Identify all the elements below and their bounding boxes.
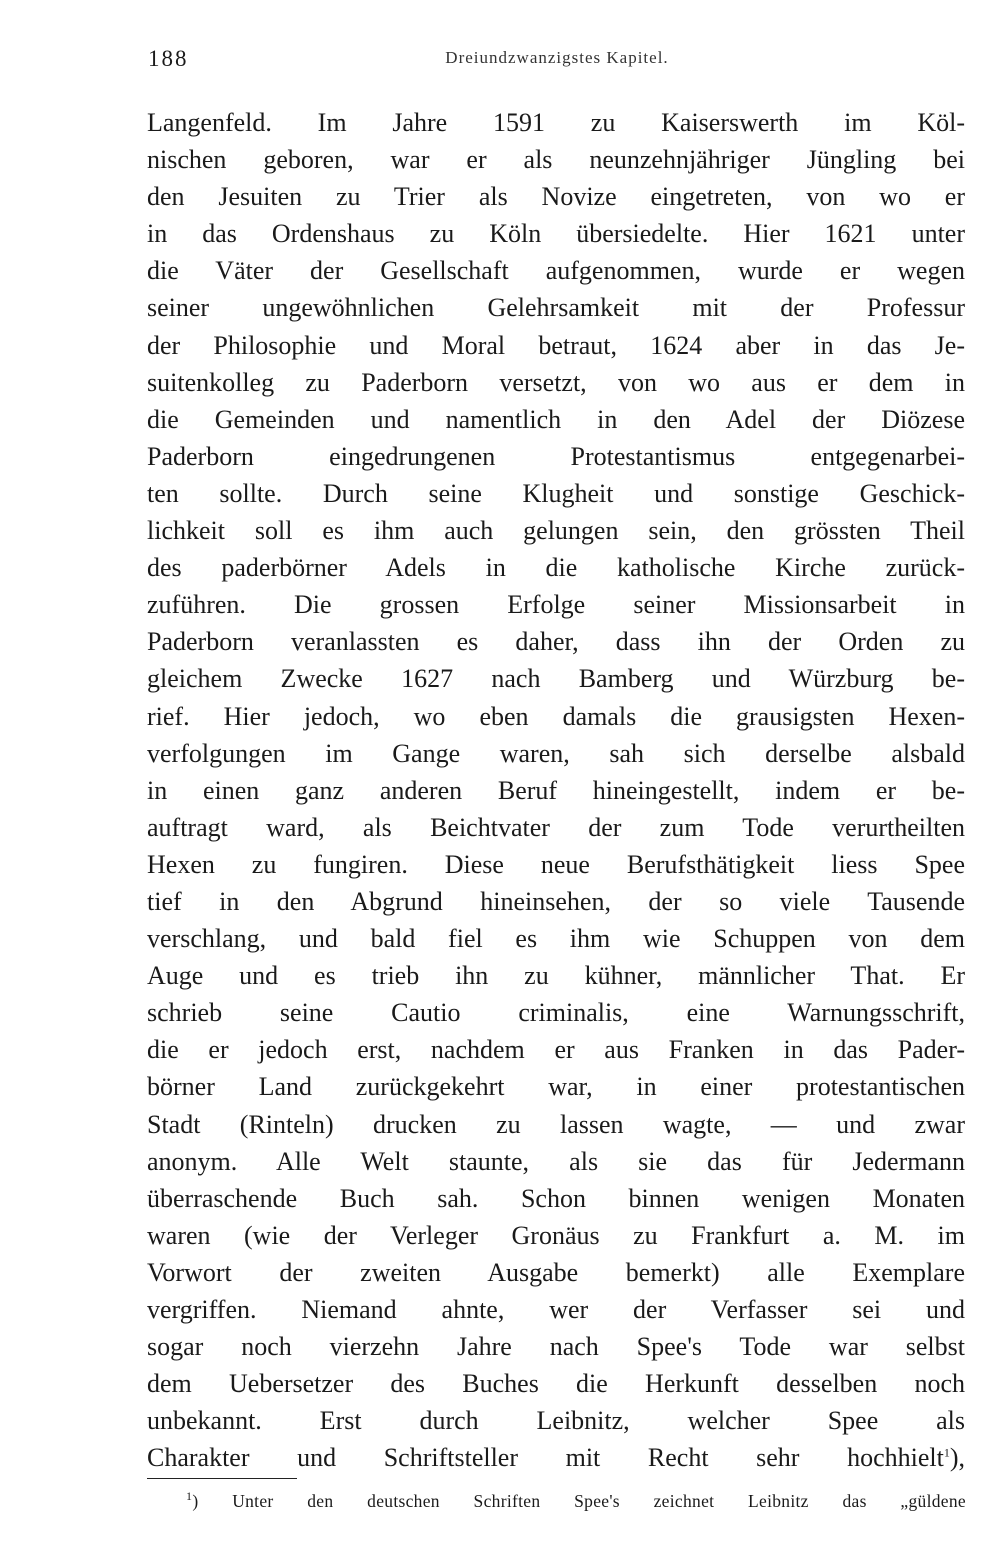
- text-line: dem Uebersetzer des Buches die Herkunft desselben noch: [147, 1369, 965, 1399]
- text-line: sogar noch vierzehn Jahre nach Spee's Tode war selbst: [147, 1332, 965, 1362]
- text-line: schrieb seine Cautio criminalis, eine Warnungsschrift,: [147, 998, 965, 1028]
- text-line: Stadt (Rinteln) drucken zu lassen wagte, — und zwar: [147, 1109, 965, 1139]
- text-line-last: [147, 1439, 965, 1476]
- text-line: in das Ordenshaus zu Köln übersiedelte. Hier 1621 unter: [147, 219, 965, 249]
- text-line: die Väter der Gesellschaft aufgenommen, wurde er wegen: [147, 256, 965, 286]
- text-line: zuführen. Die grossen Erfolge seiner Missionsarbeit in: [147, 590, 965, 620]
- text-line: Paderborn eingedrungenen Protestantismus entgegenarbei-: [147, 441, 965, 471]
- text-line: ten sollte. Durch seine Klugheit und sonstige Geschick-: [147, 478, 965, 508]
- footnote: [186, 1484, 966, 1518]
- footnote-reference: 1: [943, 1445, 950, 1460]
- text-line: Auge und es trieb ihn zu kühner, männlicher That. Er: [147, 961, 965, 991]
- chapter-title: Dreiundzwanzigstes Kapitel.: [445, 48, 669, 67]
- text-line: des paderbörner Adels in die katholische Kirche zurück-: [147, 553, 965, 583]
- text-line: rief. Hier jedoch, wo eben damals die grausigsten Hexen-: [147, 701, 965, 731]
- text-line: Hexen zu fungiren. Diese neue Berufsthätigkeit liess Spee: [147, 849, 965, 879]
- body-text: [147, 104, 965, 1476]
- text-line: in einen ganz anderen Beruf hineingestellt, indem er be-: [147, 775, 965, 805]
- text-line: seiner ungewöhnlichen Gelehrsamkeit mit der Professur: [147, 293, 965, 323]
- text-line: Langenfeld. Im Jahre 1591 zu Kaiserswerth im Köl-: [147, 108, 965, 137]
- text-line: unbekannt. Erst durch Leibnitz, welcher Spee als: [147, 1406, 965, 1436]
- text-line: tief in den Abgrund hineinsehen, der so viele Tausende: [147, 886, 965, 916]
- text-line: nischen geboren, war er als neunzehnjähriger Jüngling bei: [147, 145, 965, 175]
- text-line: den Jesuiten zu Trier als Novize eingetreten, von wo er: [147, 182, 965, 212]
- running-head: [148, 46, 966, 76]
- text-line: überraschende Buch sah. Schon binnen wenigen Monaten: [147, 1183, 965, 1213]
- footnote-marker-tail: ): [192, 1491, 199, 1511]
- text-line: anonym. Alle Welt staunte, als sie das für Jedermann: [147, 1146, 965, 1176]
- text-line: verfolgungen im Gange waren, sah sich derselbe alsbald: [147, 738, 965, 768]
- footnote-marker: 1: [186, 1489, 193, 1504]
- footnote-reference-tail: ),: [949, 1443, 965, 1473]
- text-line: börner Land zurückgekehrt war, in einer protestantischen: [147, 1072, 965, 1102]
- footnote-text: Unter den deutschen Schriften Spee's zeichnet Leibnitz das „güldene: [232, 1491, 966, 1511]
- text-line: der Philosophie und Moral betraut, 1624 aber in das Je-: [147, 330, 965, 360]
- text-line: Vorwort der zweiten Ausgabe bemerkt) alle Exemplare: [147, 1257, 965, 1287]
- text-line: auftragt ward, als Beichtvater der zum Tode verurtheilten: [147, 812, 965, 842]
- text-line: gleichem Zwecke 1627 nach Bamberg und Würzburg be-: [147, 664, 965, 694]
- text-line: verschlang, und bald fiel es ihm wie Schuppen von dem: [147, 924, 965, 954]
- footnote-divider: [147, 1478, 297, 1479]
- text-line: suitenkolleg zu Paderborn versetzt, von wo aus er dem in: [147, 367, 965, 397]
- text-line: vergriffen. Niemand ahnte, wer der Verfasser sei und: [147, 1295, 965, 1324]
- text-line-content: Charakter und Schriftsteller mit Recht sehr hochhielt: [147, 1443, 944, 1473]
- text-line: die Gemeinden und namentlich in den Adel der Diözese: [147, 404, 965, 434]
- text-line: waren (wie der Verleger Gronäus zu Frankfurt a. M. im: [147, 1220, 965, 1250]
- text-line: lichkeit soll es ihm auch gelungen sein, den grössten Theil: [147, 516, 965, 546]
- text-line: die er jedoch erst, nachdem er aus Franken in das Pader-: [147, 1035, 965, 1065]
- page-number: 188: [148, 46, 189, 71]
- text-line: Paderborn veranlassten es daher, dass ihn der Orden zu: [147, 627, 965, 657]
